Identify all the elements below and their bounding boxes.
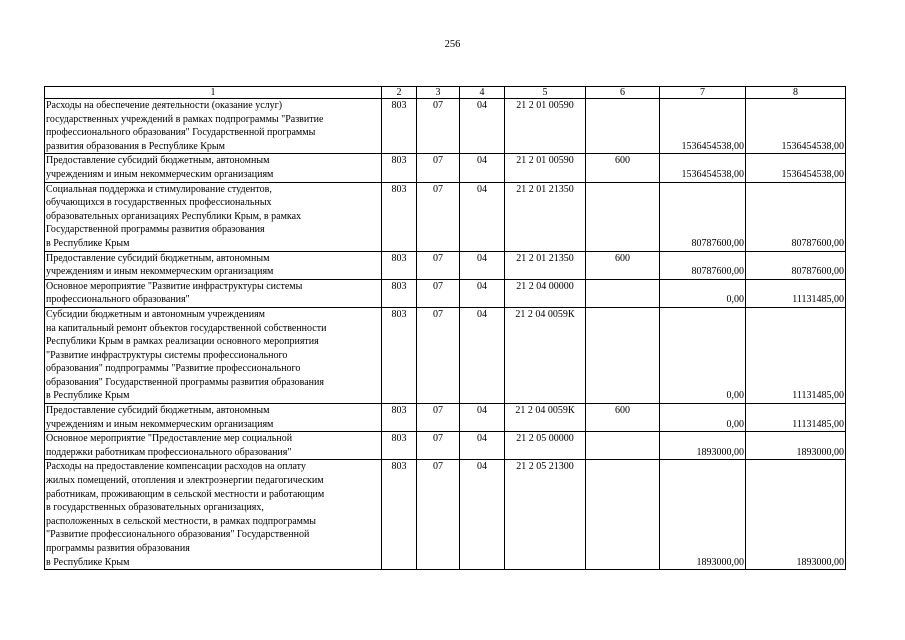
expense-type-code — [586, 460, 660, 570]
amount-col7: 0,00 — [660, 404, 746, 432]
column-header: 5 — [505, 87, 586, 99]
table-row — [45, 404, 846, 432]
amount-col8: 11131485,00 — [746, 404, 846, 432]
column-header: 4 — [460, 87, 505, 99]
section-code: 07 — [417, 251, 460, 279]
amount-col7: 1536454538,00 — [660, 154, 746, 182]
expense-type-code — [586, 432, 660, 460]
target-article-code: 21 2 04 0059К — [505, 307, 586, 403]
row-description: Предоставление субсидий бюджетным, автономным учреждениям и иным некоммерческим организациям — [45, 154, 382, 182]
section-code: 07 — [417, 432, 460, 460]
table-row — [45, 307, 846, 403]
row-description: Основное мероприятие "Предоставление мер социальной поддержки работникам профессионального образования" — [45, 432, 382, 460]
row-description: Расходы на обеспечение деятельности (оказание услуг) государственных учреждений в рамках подпрограммы "Развитие профессионального образования" Государственной программы развития образования в Республике Крым — [45, 99, 382, 154]
subsection-code: 04 — [460, 404, 505, 432]
expense-type-code — [586, 279, 660, 307]
amount-col8: 1536454538,00 — [746, 154, 846, 182]
target-article-code: 21 2 01 21350 — [505, 182, 586, 251]
table-row — [45, 182, 846, 251]
budget-table — [44, 86, 846, 570]
table-row — [45, 432, 846, 460]
expense-type-code: 600 — [586, 251, 660, 279]
column-header: 1 — [45, 87, 382, 99]
expense-type-code: 600 — [586, 154, 660, 182]
row-description: Предоставление субсидий бюджетным, автономным учреждениям и иным некоммерческим организациям — [45, 251, 382, 279]
section-code: 07 — [417, 99, 460, 154]
amount-col7: 1893000,00 — [660, 460, 746, 570]
target-article-code: 21 2 01 21350 — [505, 251, 586, 279]
amount-col7: 0,00 — [660, 307, 746, 403]
ministry-code: 803 — [382, 404, 417, 432]
amount-col8: 11131485,00 — [746, 279, 846, 307]
expense-type-code — [586, 99, 660, 154]
subsection-code: 04 — [460, 279, 505, 307]
ministry-code: 803 — [382, 307, 417, 403]
table-row — [45, 279, 846, 307]
target-article-code: 21 2 04 00000 — [505, 279, 586, 307]
target-article-code: 21 2 05 00000 — [505, 432, 586, 460]
column-header: 2 — [382, 87, 417, 99]
row-description: Субсидии бюджетным и автономным учреждениям на капитальный ремонт объектов государственной собственности Республики Крым в рамках реализации основного мероприятия "Развитие инфраструктуры системы профессионального образования" подпрограммы "Развитие профессионального образования" Государственной программы развития образования в Республике Крым — [45, 307, 382, 403]
row-description: Предоставление субсидий бюджетным, автономным учреждениям и иным некоммерческим организациям — [45, 404, 382, 432]
amount-col7: 1893000,00 — [660, 432, 746, 460]
amount-col7: 80787600,00 — [660, 251, 746, 279]
ministry-code: 803 — [382, 279, 417, 307]
subsection-code: 04 — [460, 251, 505, 279]
table-row — [45, 251, 846, 279]
amount-col7: 0,00 — [660, 279, 746, 307]
column-header: 7 — [660, 87, 746, 99]
subsection-code: 04 — [460, 154, 505, 182]
row-description: Социальная поддержка и стимулирование студентов, обучающихся в государственных профессиональных образовательных организациях Республики Крым, в рамках Государственной программы развития образования в Республике Крым — [45, 182, 382, 251]
table-row — [45, 460, 846, 570]
page-number: 256 — [444, 39, 461, 50]
row-description: Основное мероприятие "Развитие инфраструктуры системы профессионального образования" — [45, 279, 382, 307]
column-header: 8 — [746, 87, 846, 99]
target-article-code: 21 2 01 00590 — [505, 99, 586, 154]
subsection-code: 04 — [460, 182, 505, 251]
table-row — [45, 99, 846, 154]
expense-type-code — [586, 182, 660, 251]
row-description: Расходы на предоставление компенсации расходов на оплату жилых помещений, отопления и электроэнергии педагогическим работникам, проживающим в сельской местности и работающим в государственных образовательных организациях, расположенных в сельской местности, в рамках подпрограммы "Развитие профессионального образования" Государственной программы развития образования в Республике Крым — [45, 460, 382, 570]
column-header: 3 — [417, 87, 460, 99]
section-code: 07 — [417, 154, 460, 182]
subsection-code: 04 — [460, 460, 505, 570]
amount-col7: 1536454538,00 — [660, 99, 746, 154]
amount-col8: 1893000,00 — [746, 432, 846, 460]
ministry-code: 803 — [382, 182, 417, 251]
amount-col8: 80787600,00 — [746, 251, 846, 279]
ministry-code: 803 — [382, 432, 417, 460]
ministry-code: 803 — [382, 99, 417, 154]
column-header: 6 — [586, 87, 660, 99]
target-article-code: 21 2 01 00590 — [505, 154, 586, 182]
amount-col8: 80787600,00 — [746, 182, 846, 251]
section-code: 07 — [417, 279, 460, 307]
section-code: 07 — [417, 182, 460, 251]
amount-col8: 1536454538,00 — [746, 99, 846, 154]
amount-col8: 11131485,00 — [746, 307, 846, 403]
target-article-code: 21 2 05 21300 — [505, 460, 586, 570]
table-row — [45, 154, 846, 182]
section-code: 07 — [417, 404, 460, 432]
table-header-row — [45, 87, 846, 99]
ministry-code: 803 — [382, 154, 417, 182]
ministry-code: 803 — [382, 460, 417, 570]
subsection-code: 04 — [460, 307, 505, 403]
expense-type-code — [586, 307, 660, 403]
amount-col7: 80787600,00 — [660, 182, 746, 251]
section-code: 07 — [417, 307, 460, 403]
ministry-code: 803 — [382, 251, 417, 279]
subsection-code: 04 — [460, 99, 505, 154]
target-article-code: 21 2 04 0059К — [505, 404, 586, 432]
amount-col8: 1893000,00 — [746, 460, 846, 570]
expense-type-code: 600 — [586, 404, 660, 432]
section-code: 07 — [417, 460, 460, 570]
subsection-code: 04 — [460, 432, 505, 460]
